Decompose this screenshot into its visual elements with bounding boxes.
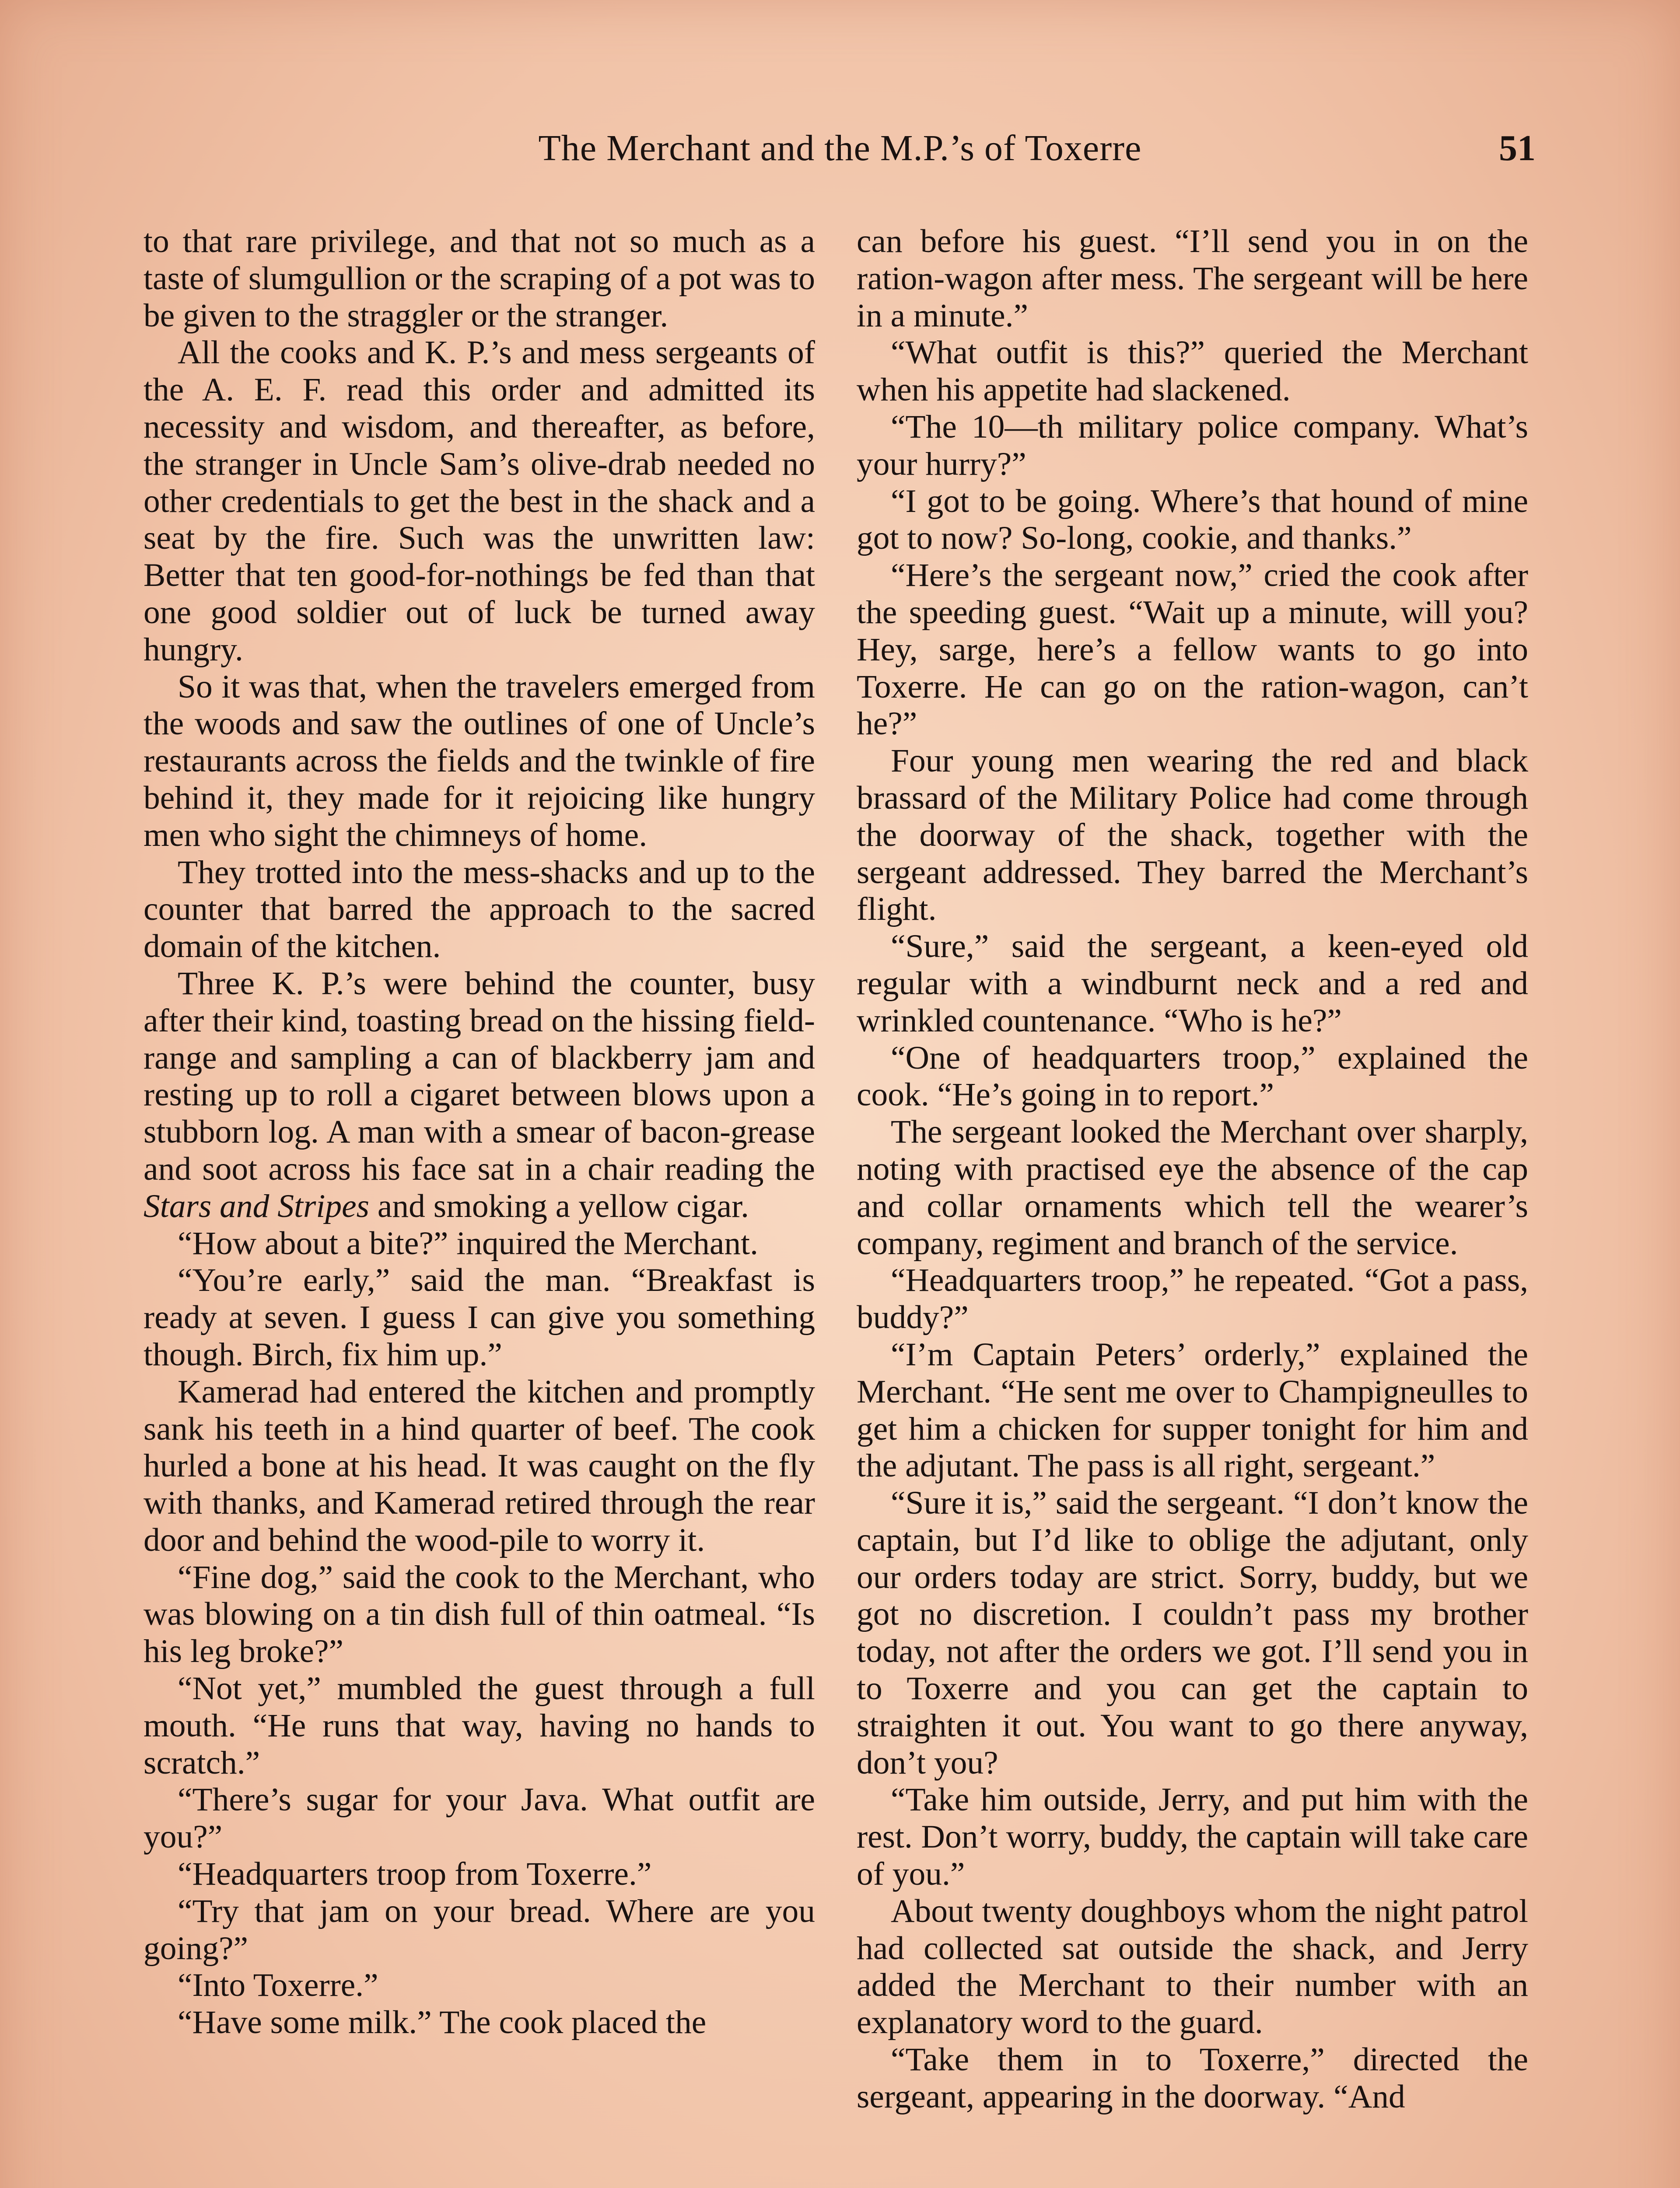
paragraph: “The 10—th military police company. What’s your hurry?” (857, 408, 1528, 482)
right-text-column (857, 223, 1528, 2116)
paragraph: “I’m Captain Peters’ orderly,” explained the Merchant. “He sent me over to Champigneulles to get him a chicken for supper tonight for him and the adjutant. The pass is all right, sergeant.” (857, 1336, 1528, 1484)
paragraph: About twenty doughboys whom the night patrol had collected sat outside the shack, and Jerry added the Merchant to their number with an explanatory word to the guard. (857, 1893, 1528, 2041)
paragraph: “How about a bite?” inquired the Merchant. (178, 1225, 759, 1262)
paragraph: “Try that jam on your bread. Where are you going?” (144, 1893, 815, 1967)
paragraph: “Take them in to Toxerre,” directed the sergeant, appearing in the doorway. “And (857, 2041, 1528, 2115)
paragraph: “Into Toxerre.” (178, 1967, 378, 2004)
paragraph: Four young men wearing the red and black brassard of the Military Police had come through the doorway of the shack, together with the sergeant addressed. They barred the Merchant’s flight. (857, 743, 1528, 928)
paragraph: “I got to be going. Where’s that hound of mine got to now? So-long, cookie, and thanks.” (857, 483, 1528, 557)
paragraph: “Fine dog,” said the cook to the Merchant, who was blowing on a tin dish full of thin oatmeal. “Is his leg broke?” (144, 1559, 815, 1670)
paragraph: “Not yet,” mumbled the guest through a full mouth. “He runs that way, having no hands to scratch.” (144, 1670, 815, 1781)
paragraph: So it was that, when the travelers emerged from the woods and saw the outlines of one of Uncle’s restaurants across the fields and the twinkle of fire behind it, they made for it rejoicing like hungry men who sight the chimneys of home. (144, 668, 815, 853)
paragraph: to that rare privilege, and that not so much as a taste of slumgullion or the scraping of a pot was to be given to the straggler or the stranger. (144, 223, 815, 334)
paragraph: “Here’s the sergeant now,” cried the cook after the speeding guest. “Wait up a minute, will you? Hey, sarge, here’s a fellow wants to go into Toxerre. He can go on the ration-wagon, can’t he?” (857, 557, 1528, 742)
newspaper-title: Stars and Stripes (144, 1188, 369, 1224)
left-text-column (144, 223, 815, 2041)
paragraph: They trotted into the mess-shacks and up to the counter that barred the approach to the sacred domain of the kitchen. (144, 854, 815, 965)
paragraph: “Headquarters troop from Toxerre.” (178, 1856, 652, 1893)
paragraph: Kamerad had entered the kitchen and promptly sank his teeth in a hind quarter of beef. The cook hurled a bone at his head. It was caught on the fly with thanks, and Kamerad retired through the rear door and behind the wood-pile to worry it. (144, 1373, 815, 1558)
paragraph: Three K. P.’s were behind the counter, busy after their kind, toasting bread on the hissing field-range and sampling a can of blackberry jam and resting up to roll a cigaret between blows upon a stubborn log. A man with a smear of bacon-grease and soot across his face sat in a chair reading the Stars and Stripes and smoking a yellow cigar. (144, 965, 815, 1224)
paragraph: “There’s sugar for your Java. What outfit are you?” (144, 1781, 815, 1855)
paragraph: “What outfit is this?” queried the Merchant when his appetite had slackened. (857, 334, 1528, 408)
paragraph: “Take him outside, Jerry, and put him with the rest. Don’t worry, buddy, the captain will take care of you.” (857, 1781, 1528, 1893)
paragraph: “One of headquarters troop,” explained the cook. “He’s going in to report.” (857, 1039, 1528, 1113)
paragraph: The sergeant looked the Merchant over sharply, noting with practised eye the absence of the cap and collar ornaments which tell the wearer’s company, regiment and branch of the service. (857, 1114, 1528, 1262)
paragraph: “Sure,” said the sergeant, a keen-eyed old regular with a windburnt neck and a red and wrinkled countenance. “Who is he?” (857, 928, 1528, 1039)
paragraph: All the cooks and K. P.’s and mess sergeants of the A. E. F. read this order and admitted its necessity and wisdom, and thereafter, as before, the stranger in Uncle Sam’s olive-drab needed no other credentials to get the best in the shack and a seat by the fire. Such was the unwritten law: Better that ten good-for-nothings be fed than that one good soldier out of luck be turned away hungry. (144, 334, 815, 668)
paragraph: “You’re early,” said the man. “Breakfast is ready at seven. I guess I can give you something though. Birch, fix him up.” (144, 1262, 815, 1373)
paragraph: “Headquarters troop,” he repeated. “Got a pass, buddy?” (857, 1262, 1528, 1336)
paragraph: “Sure it is,” said the sergeant. “I don’t know the captain, but I’d like to oblige the adjutant, only our orders today are strict. Sorry, buddy, but we got no discretion. I couldn’t pass my brother today, not after the orders we got. I’ll send you in to Toxerre and you can get the captain to straighten it out. You want to go there anyway, don’t you? (857, 1485, 1528, 1781)
page-header (0, 127, 1680, 188)
paragraph: can before his guest. “I’ll send you in on the ration-wagon after mess. The sergeant will be here in a minute.” (857, 223, 1528, 334)
paragraph: “Have some milk.” The cook placed the (178, 2004, 707, 2041)
page-number: 51 (1499, 128, 1536, 168)
running-title: The Merchant and the M.P.’s of Toxerre (538, 128, 1142, 168)
